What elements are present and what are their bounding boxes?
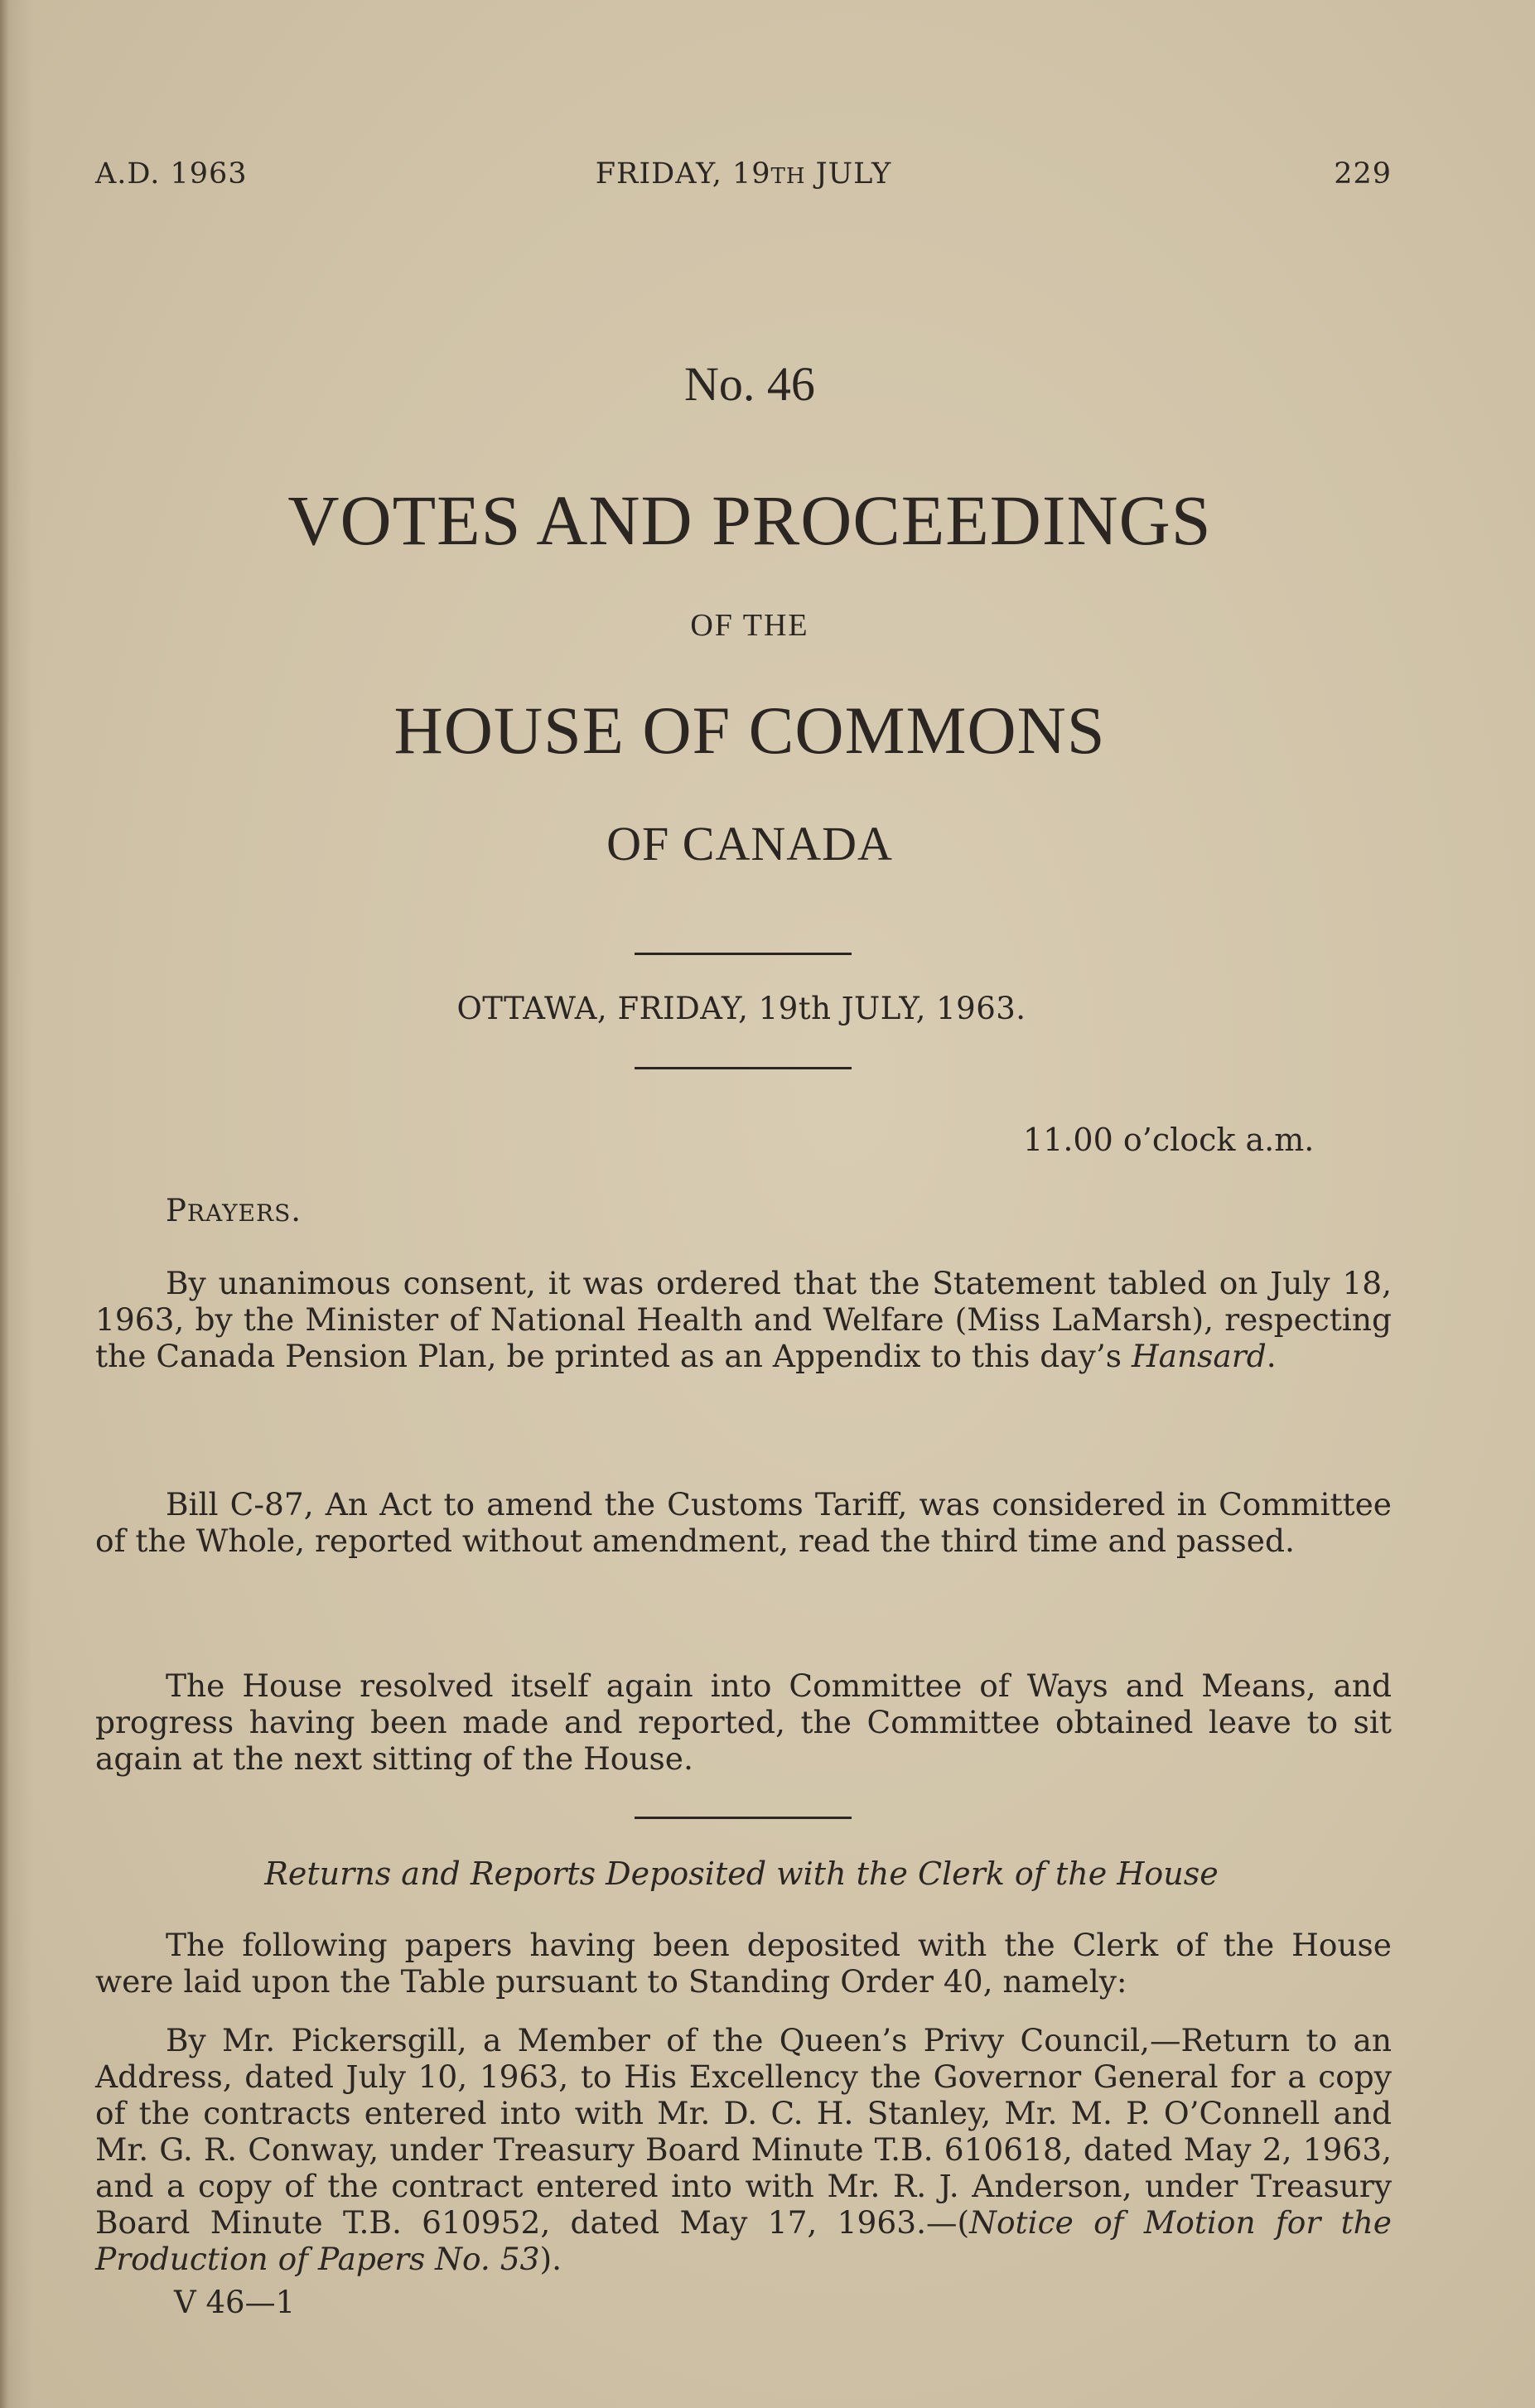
paragraph-return-pickersgill: By Mr. Pickersgill, a Member of the Queen’s Privy Council,—Return to an Address, dated July 10, 1963, to His Excellency the Governor General for a copy of the contracts entered into with Mr. D. C. H. Stanley, Mr. M. P. O’Connell and Mr. G. R. Conway, under Treasury Board Minute T.B. 610618, dated May 2, 1963, and a copy of the contract entered into with Mr. R. J. Anderson, under Treasury Board Minute T.B. 610952, dated May 17, 1963.—(Notice of Motion for the Production of Papers No. 53). — [95, 2022, 1392, 2277]
title-of-the: OF THE — [690, 608, 809, 643]
divider-rule — [635, 1817, 852, 1819]
section-heading: Returns and Reports Deposited with the Clerk of the House — [264, 1855, 1219, 1892]
paragraph-bill-c87: Bill C-87, An Act to amend the Customs Tariff, was considered in Committee of the Whole, reported without amendment, read the third time and passed. — [95, 1486, 1392, 1559]
sitting-time: 11.00 o’clock a.m. — [1023, 1122, 1315, 1158]
issue-number: No. 46 — [684, 357, 815, 411]
paragraph-statement-appendix: By unanimous consent, it was ordered that the Statement tabled on July 18, 1963, by the Minister of National Health and Welfare (Miss LaMarsh), respecting the Canada Pension Plan, be printed as an Appendix to this day’s Hansard. — [95, 1265, 1392, 1374]
title-country: OF CANADA — [606, 817, 893, 871]
paragraph-papers-intro: The following papers having been deposited with the Clerk of the House were laid upon the Table pursuant to Standing Order 40, namely: — [95, 1927, 1392, 2000]
title-house: HOUSE OF COMMONS — [393, 692, 1106, 768]
running-head-year: A.D. 1963 — [95, 157, 248, 191]
running-head — [95, 157, 1392, 199]
running-head-date: FRIDAY, 19TH JULY — [595, 157, 892, 191]
page-number: 229 — [1334, 157, 1392, 191]
prayers-heading: PRAYERS. — [166, 1193, 302, 1228]
divider-rule — [635, 1067, 852, 1069]
document-title: VOTES AND PROCEEDINGS — [287, 480, 1212, 560]
dateline: OTTAWA, FRIDAY, 19th JULY, 1963. — [456, 991, 1026, 1026]
divider-rule — [635, 953, 852, 955]
paragraph-ways-and-means: The House resolved itself again into Committee of Ways and Means, and progress having been made and reported, the Committee obtained leave to sit again at the next sitting of the House. — [95, 1667, 1392, 1777]
signature-mark: V 46—1 — [174, 2285, 296, 2320]
